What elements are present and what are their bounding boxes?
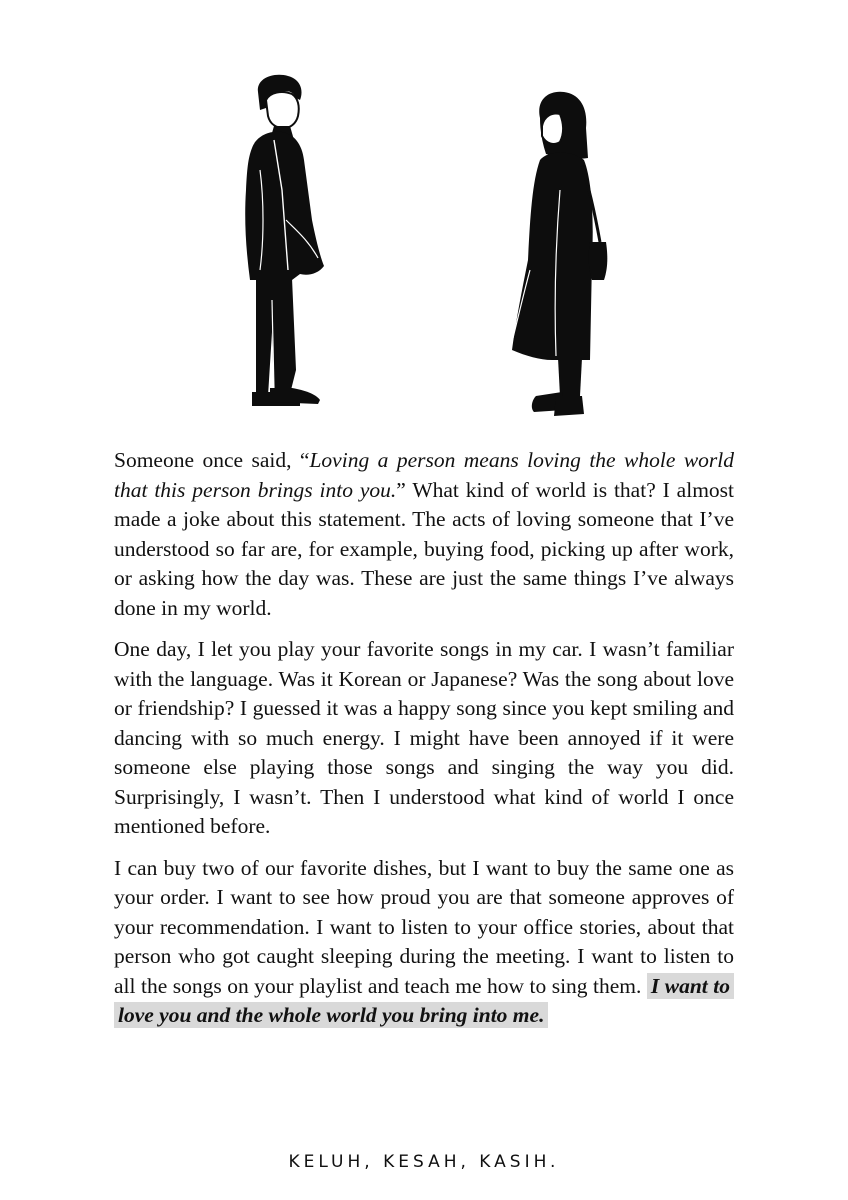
paragraph-1-rest: ” What kind of world is that? I almost made a joke about this statement. The acts of loving someone that I’ve understood so far are, for example, buying food, picking up after work, or asking how the day was. These are just the same things I’ve always done in my world. (114, 477, 735, 620)
paragraph-3 (114, 854, 734, 1031)
man-figure (245, 75, 324, 406)
footer-title: KELUH, KESAH, KASIH. (288, 1152, 560, 1172)
highlighted-sentence: I want to love you and the whole world you bring into me. (114, 973, 734, 1029)
couple-illustration (230, 70, 630, 420)
woman-figure (512, 92, 607, 416)
paragraph-1-intro: Someone once said, “ (114, 448, 310, 472)
paragraph-1 (114, 446, 734, 623)
paragraph-2: One day, I let you play your favorite songs in my car. I wasn’t familiar with the language. Was it Korean or Japanese? Was the song about love or friendship? I guessed it was a happy song since you kept smiling and dancing with so much energy. I might have been annoyed if it were someone else playing those songs and singing the way you did. Surprisingly, I wasn’t. Then I understood what kind of world I once mentioned before. (114, 637, 734, 838)
story-text (114, 446, 734, 1043)
paragraph-3-text: I can buy two of our favorite dishes, but I want to buy the same one as your order. I want to see how proud you are that someone approves of your recommendation. I want to listen to your office stories, about that person who got caught sleeping during the meeting. I want to listen to all the songs on your playlist and teach me how to sing them. (114, 855, 734, 998)
quote-text: Loving a person means loving the whole world that this person brings into you. (114, 448, 734, 502)
